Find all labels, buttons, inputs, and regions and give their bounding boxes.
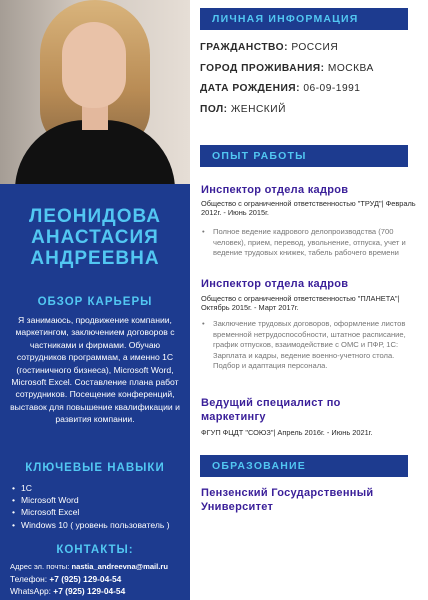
job-title: Инспектор отдела кадров	[201, 278, 349, 290]
full-name	[0, 206, 190, 269]
experience-heading: ОПЫТ РАБОТЫ	[200, 145, 408, 167]
education-heading: ОБРАЗОВАНИЕ	[200, 455, 408, 477]
skill-item: • Microsoft Excel	[12, 506, 170, 518]
job-company: Общество с ограниченной ответственностью "ПЛАНЕТА"| Октябрь 2015г. - Март 2017г.	[201, 294, 400, 313]
job-duty-item: • Полное ведение кадрового делопроизводства (700 человек), прием, перевод, увольнение, отпуска, учет и ведение трудовых книжек, табель рабочего времени	[201, 227, 413, 259]
job-duty-item: • Заключение трудовых договоров, оформление листов временной нетрудоспособности, штатное расписание, график отпусков, взаимодействие с ОМС и ПФР, 1С: Зарплата и кадры, ведение военно-учетного стола. Подбор и адаптация персонала.	[201, 319, 413, 372]
city-value: МОСКВА	[327, 62, 374, 74]
email-row	[10, 561, 168, 573]
skills-list	[12, 482, 170, 531]
citizenship-row	[200, 38, 374, 59]
contacts-heading: КОНТАКТЫ:	[56, 544, 134, 556]
phone-label: Телефон:	[10, 574, 48, 584]
contacts-block	[10, 561, 168, 597]
birth-value: 06-09-1991	[303, 83, 361, 94]
career-heading: ОБЗОР КАРЬЕРЫ	[37, 296, 153, 308]
citizenship-value: РОССИЯ	[291, 42, 339, 53]
career-summary: Я занимаюсь, продвижение компании, маркетингом, заключением договоров с частниками и фирмами. Обучаю сотрудников программам, а именно 1С (гостиничного бизнеса), Microsoft Word, Microsoft Excel. Составление плана работ сотрудников. Посещение конференций, выставок для повышение квалификации и развития компании.	[10, 315, 180, 425]
phone-row	[10, 573, 168, 585]
profile-photo	[0, 0, 190, 184]
sex-label: ПОЛ:	[200, 103, 228, 115]
citizenship-label: ГРАЖДАНСТВО:	[200, 42, 288, 53]
whatsapp-link[interactable]: +7 (925) 129-04-54	[53, 586, 126, 596]
job-duties	[201, 227, 413, 259]
birth-label: ДАТА РОЖДЕНИЯ:	[200, 83, 300, 94]
skill-item: • Microsoft Word	[12, 494, 170, 506]
job-title: Ведущий специалист по маркетингу	[201, 397, 341, 423]
skill-item: • Windows 10 ( уровень пользователь )	[12, 519, 170, 531]
job-company: ФГУП ФЦДТ "СОЮЗ"| Апрель 2016г. - Июнь 2021г.	[201, 428, 373, 437]
skill-item: • 1С	[12, 482, 170, 494]
name-line-2: АНАСТАСИЯ	[31, 227, 159, 248]
education-institution: Пензенский Государственный Университет	[201, 487, 374, 513]
city-row	[200, 59, 374, 80]
birth-row	[200, 79, 374, 100]
city-label: ГОРОД ПРОЖИВАНИЯ:	[200, 62, 325, 74]
personal-info	[200, 38, 374, 120]
sex-value: ЖЕНСКИЙ	[230, 103, 286, 115]
job-company: Общество с ограниченной ответственностью "ТРУД"| Февраль 2012г. - Июнь 2015г.	[201, 199, 416, 218]
job-duties	[201, 319, 413, 372]
name-line-3: АНДРЕЕВНА	[30, 248, 160, 269]
skills-heading: КЛЮЧЕВЫЕ НАВЫКИ	[25, 462, 165, 474]
phone-link[interactable]: +7 (925) 129-04-54	[49, 574, 122, 584]
whatsapp-label: WhatsApp:	[10, 586, 51, 596]
whatsapp-row	[10, 585, 168, 597]
email-label: Адрес эл. почты:	[10, 562, 70, 571]
personal-heading: ЛИЧНАЯ ИНФОРМАЦИЯ	[200, 8, 408, 30]
sex-row	[200, 100, 374, 121]
email-link[interactable]: nastia_andreevna@mail.ru	[71, 562, 168, 571]
name-line-1: ЛЕОНИДОВА	[29, 206, 161, 227]
job-title: Инспектор отдела кадров	[201, 184, 349, 196]
